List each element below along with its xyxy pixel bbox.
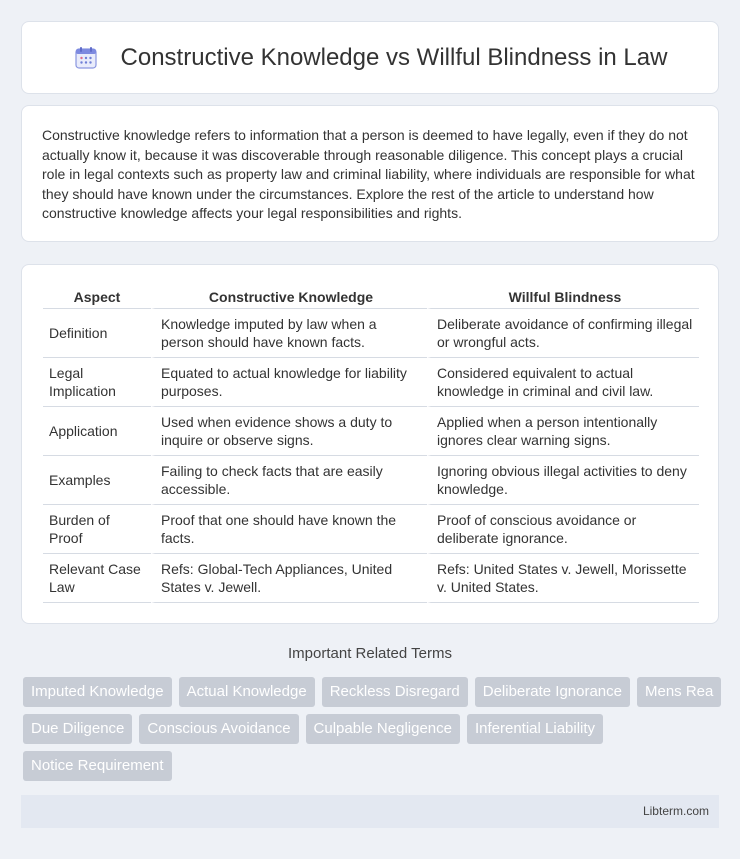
row-constructive: Proof that one should have known the facts. xyxy=(151,505,427,554)
tag-actual-knowledge[interactable]: Actual Knowledge xyxy=(179,677,315,707)
related-terms-list xyxy=(23,677,723,781)
row-aspect: Definition xyxy=(43,309,151,358)
table-row xyxy=(43,456,699,505)
table-row xyxy=(43,554,699,603)
row-constructive: Knowledge imputed by law when a person should have known facts. xyxy=(151,309,427,358)
table-header-row xyxy=(43,285,699,309)
header-willful-blindness: Willful Blindness xyxy=(427,285,699,309)
row-constructive: Equated to actual knowledge for liability purposes. xyxy=(151,358,427,407)
row-aspect: Legal Implication xyxy=(43,358,151,407)
tag-inferential-liability[interactable]: Inferential Liability xyxy=(467,714,603,744)
footer-brand-link[interactable]: Libterm.com xyxy=(642,804,709,818)
row-aspect: Burden of Proof xyxy=(43,505,151,554)
row-constructive: Used when evidence shows a duty to inquire or observe signs. xyxy=(151,407,427,456)
row-constructive: Refs: Global-Tech Appliances, United States v. Jewell. xyxy=(151,554,427,603)
table-row xyxy=(43,407,699,456)
row-constructive: Failing to check facts that are easily accessible. xyxy=(151,456,427,505)
row-willful: Deliberate avoidance of confirming illegal or wrongful acts. xyxy=(427,309,699,358)
row-willful: Considered equivalent to actual knowledge in criminal and civil law. xyxy=(427,358,699,407)
row-willful: Ignoring obvious illegal activities to deny knowledge. xyxy=(427,456,699,505)
tag-reckless-disregard[interactable]: Reckless Disregard xyxy=(322,677,468,707)
related-terms-title: Important Related Terms xyxy=(288,645,452,662)
tag-deliberate-ignorance[interactable]: Deliberate Ignorance xyxy=(475,677,630,707)
page-title: Constructive Knowledge vs Willful Blindness in Law xyxy=(120,43,668,71)
header-constructive-knowledge: Constructive Knowledge xyxy=(151,285,427,309)
table-row xyxy=(43,309,699,358)
header-card xyxy=(21,21,719,94)
row-willful: Applied when a person intentionally ignores clear warning signs. xyxy=(427,407,699,456)
row-aspect: Relevant Case Law xyxy=(43,554,151,603)
row-aspect: Examples xyxy=(43,456,151,505)
tag-due-diligence[interactable]: Due Diligence xyxy=(23,714,132,744)
footer xyxy=(21,795,719,828)
row-willful: Proof of conscious avoidance or deliberate ignorance. xyxy=(427,505,699,554)
row-aspect: Application xyxy=(43,407,151,456)
comparison-table xyxy=(43,285,699,603)
calendar-icon xyxy=(73,45,99,71)
row-willful: Refs: United States v. Jewell, Morissette v. United States. xyxy=(427,554,699,603)
tag-conscious-avoidance[interactable]: Conscious Avoidance xyxy=(139,714,298,744)
table-row xyxy=(43,358,699,407)
tag-mens-rea[interactable]: Mens Rea xyxy=(637,677,721,707)
tag-notice-requirement[interactable]: Notice Requirement xyxy=(23,751,172,781)
table-row xyxy=(43,505,699,554)
tag-culpable-negligence[interactable]: Culpable Negligence xyxy=(306,714,460,744)
intro-paragraph: Constructive knowledge refers to information that a person is deemed to have legally, even if they do not actually know it, because it was discoverable through reasonable diligence. This concept plays a crucial role in legal contexts such as property law and criminal liability, where individuals are responsible for what they should have known under the circumstances. Explore the rest of the article to understand how constructive knowledge affects your legal responsibilities and rights. xyxy=(42,127,695,221)
intro-card xyxy=(21,105,719,242)
comparison-card xyxy=(21,264,719,624)
header-aspect: Aspect xyxy=(43,285,151,309)
tag-imputed-knowledge[interactable]: Imputed Knowledge xyxy=(23,677,172,707)
